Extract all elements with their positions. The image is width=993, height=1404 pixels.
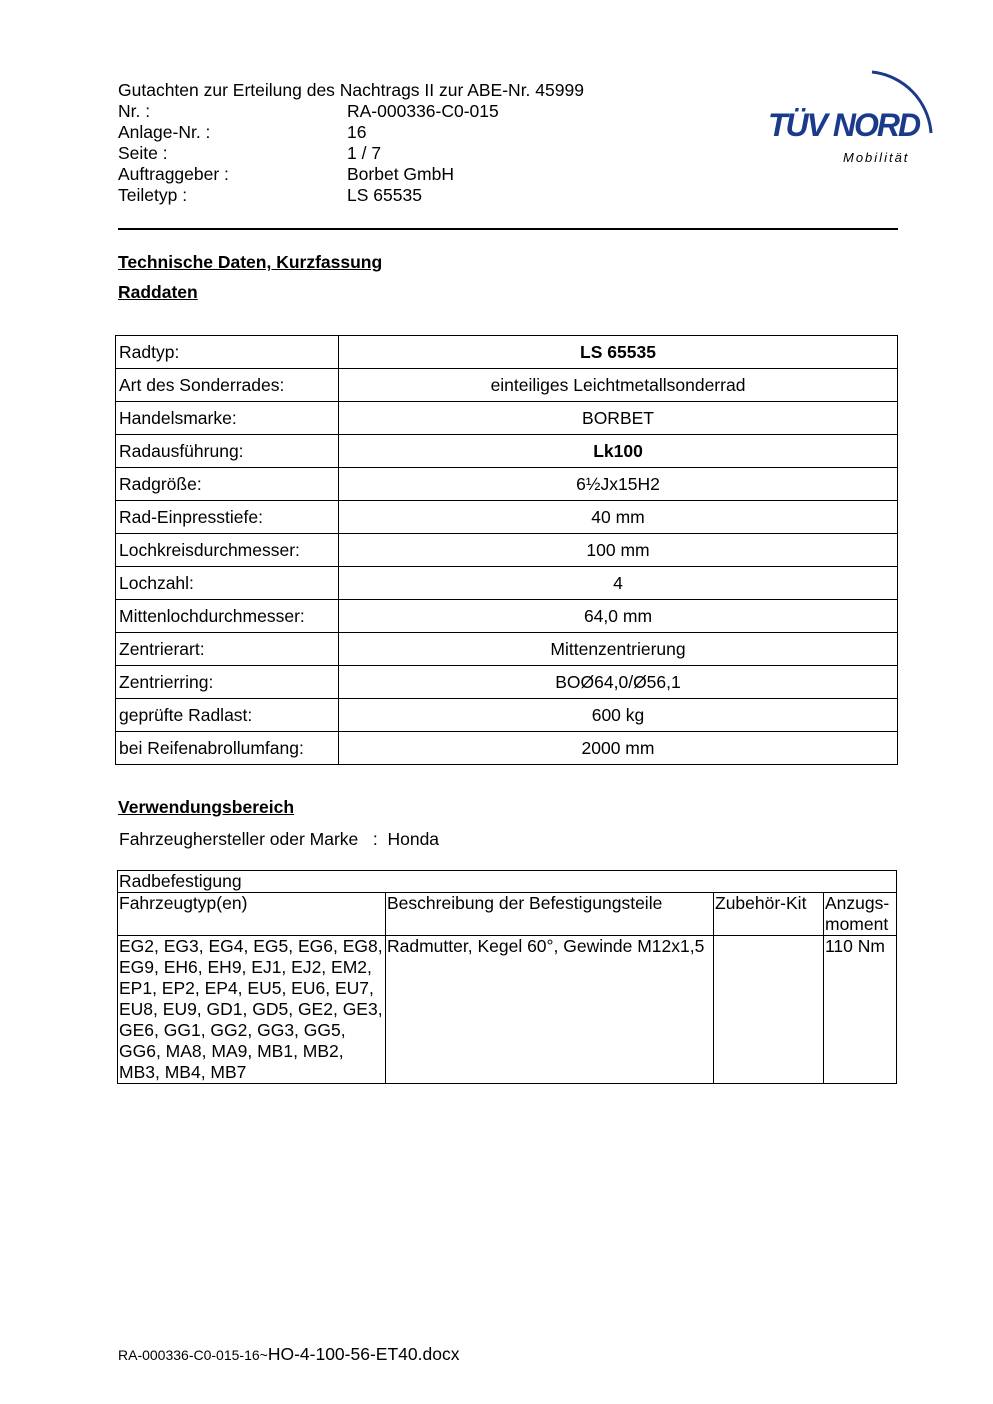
column-header: Zubehör-Kit <box>714 893 824 936</box>
row-label: Lochzahl: <box>116 567 339 600</box>
row-label: bei Reifenabrollumfang: <box>116 732 339 765</box>
header-value: LS 65535 <box>347 185 422 205</box>
report-title: Gutachten zur Erteilung des Nachtrags II zur ABE-Nr. 45999 <box>118 80 584 100</box>
row-value: Lk100 <box>339 435 898 468</box>
make-value: Honda <box>387 829 440 849</box>
row-label: geprüfte Radlast: <box>116 699 339 732</box>
row-label: Mittenlochdurchmesser: <box>116 600 339 633</box>
table-row <box>116 336 898 369</box>
row-value: BORBET <box>339 402 898 435</box>
row-label: Radgröße: <box>116 468 339 501</box>
header-divider <box>118 228 898 230</box>
logo-wordmark: TÜV NORD <box>768 107 920 143</box>
header-row-anlage <box>118 122 584 143</box>
section-title-wheel: Raddaten <box>118 282 198 302</box>
table-row <box>116 402 898 435</box>
make-label: Fahrzeughersteller oder Marke : <box>119 829 378 849</box>
table-row <box>116 369 898 402</box>
row-value: 6½Jx15H2 <box>339 468 898 501</box>
table-row <box>116 534 898 567</box>
row-value: LS 65535 <box>339 336 898 369</box>
document-header <box>118 80 584 206</box>
table-row <box>116 732 898 765</box>
header-value: 16 <box>347 122 367 142</box>
header-label: Anlage-Nr. : <box>118 122 211 142</box>
table-row <box>116 666 898 699</box>
wheel-mounting-table <box>117 870 897 1084</box>
section-title-tech: Technische Daten, Kurzfassung <box>118 252 383 272</box>
section-title-usage: Verwendungsbereich <box>118 797 295 817</box>
column-header: Fahrzeugtyp(en) <box>118 893 386 936</box>
header-value: Borbet GmbH <box>347 164 454 184</box>
table-row <box>116 435 898 468</box>
table-row <box>116 699 898 732</box>
footer-filename: HO-4-100-56-ET40.docx <box>267 1344 460 1364</box>
column-header: Anzugs-moment <box>824 893 897 936</box>
row-label: Handelsmarke: <box>116 402 339 435</box>
table-caption: Radbefestigung <box>118 871 897 893</box>
row-value: 100 mm <box>339 534 898 567</box>
header-label: Nr. : <box>118 101 151 121</box>
header-row-seite <box>118 143 584 164</box>
wheel-data-table <box>115 335 898 765</box>
table-row <box>116 468 898 501</box>
row-label: Lochkreisdurchmesser: <box>116 534 339 567</box>
row-value: Mittenzentrierung <box>339 633 898 666</box>
header-label: Auftraggeber : <box>118 164 229 184</box>
table-row <box>118 936 897 1084</box>
vehicle-types-cell: EG2, EG3, EG4, EG5, EG6, EG8, EG9, EH6, EH9, EJ1, EJ2, EM2, EP1, EP2, EP4, EU5, EU6, EU7, EU8, EU9, GD1, GD5, GE2, GE3, GE6, GG1, GG2, GG3, GG5, GG6, MA8, MA9, MB1, MB2, MB3, MB4, MB7 <box>118 936 386 1084</box>
row-label: Radausführung: <box>116 435 339 468</box>
row-label: Radtyp: <box>116 336 339 369</box>
row-value: 4 <box>339 567 898 600</box>
header-label: Teiletyp : <box>118 185 188 205</box>
table-row <box>116 600 898 633</box>
row-label: Rad-Einpresstiefe: <box>116 501 339 534</box>
table-header-row <box>118 893 897 936</box>
vehicle-make-line <box>119 829 439 850</box>
header-label: Seite : <box>118 143 168 163</box>
row-value: 2000 mm <box>339 732 898 765</box>
table-row <box>116 633 898 666</box>
header-value: RA-000336-C0-015 <box>347 101 499 121</box>
row-value: einteiliges Leichtmetallsonderrad <box>339 369 898 402</box>
table-row <box>116 501 898 534</box>
accessory-kit-cell <box>714 936 824 1084</box>
row-value: BOØ64,0/Ø56,1 <box>339 666 898 699</box>
row-label: Zentrierart: <box>116 633 339 666</box>
row-value: 600 kg <box>339 699 898 732</box>
row-label: Art des Sonderrades: <box>116 369 339 402</box>
torque-cell: 110 Nm <box>824 936 897 1084</box>
header-value: 1 / 7 <box>347 143 382 163</box>
row-value: 64,0 mm <box>339 600 898 633</box>
footer-prefix: RA-000336-C0-015-16~ <box>118 1347 268 1363</box>
header-row-nr <box>118 101 584 122</box>
row-label: Zentrierring: <box>116 666 339 699</box>
document-footer <box>118 1344 459 1365</box>
table-row <box>116 567 898 600</box>
fastening-description-cell: Radmutter, Kegel 60°, Gewinde M12x1,5 <box>386 936 714 1084</box>
tuv-nord-logo <box>760 55 945 170</box>
header-row-auftraggeber <box>118 164 584 185</box>
table-caption-row <box>118 871 897 893</box>
row-value: 40 mm <box>339 501 898 534</box>
header-row-teiletyp <box>118 185 584 206</box>
logo-subtitle: Mobilität <box>843 150 910 165</box>
column-header: Beschreibung der Befestigungsteile <box>386 893 714 936</box>
